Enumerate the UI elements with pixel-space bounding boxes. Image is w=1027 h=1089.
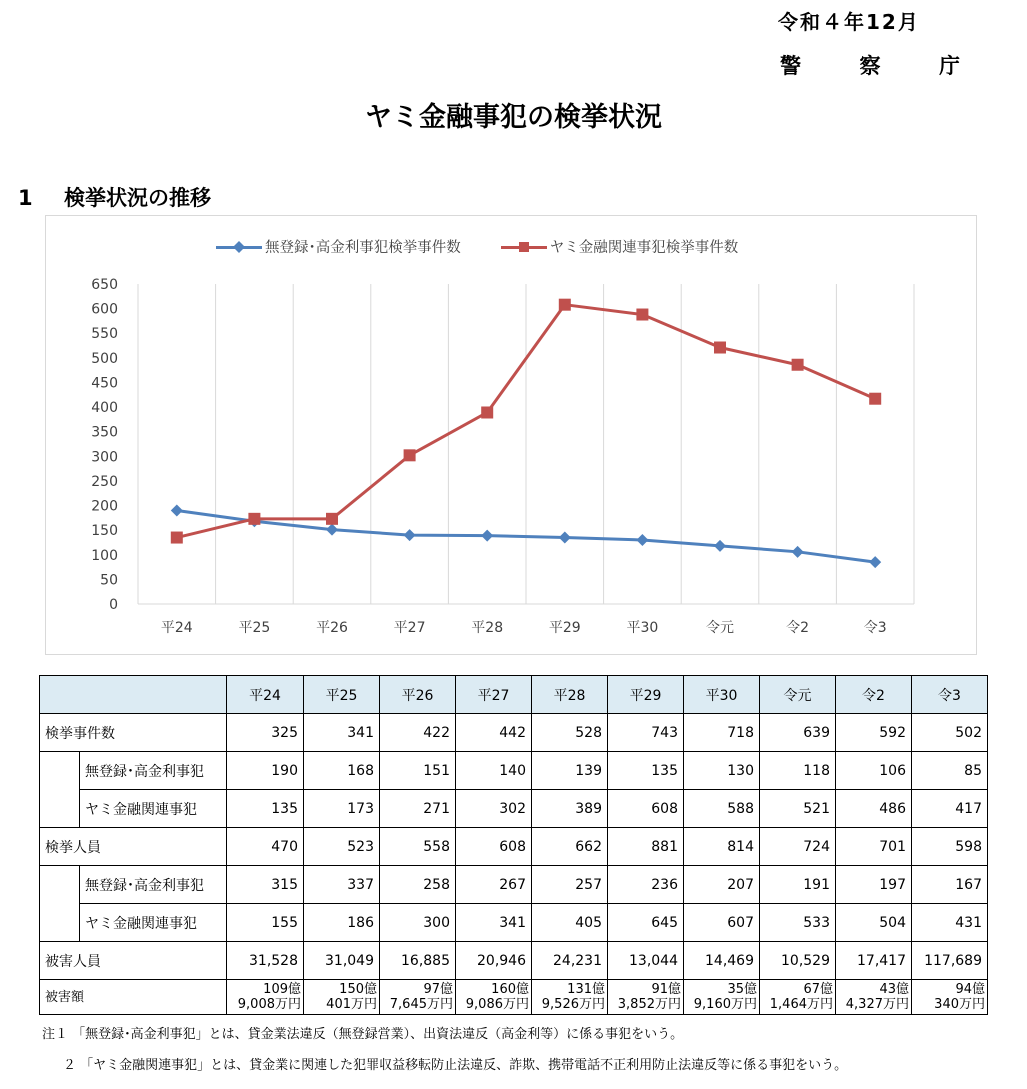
column-header: 令元 bbox=[760, 676, 836, 714]
table-header-row bbox=[40, 676, 988, 714]
table-cell: 486 bbox=[836, 790, 912, 828]
table-cell: 191 bbox=[760, 866, 836, 904]
table-cell: 139 bbox=[532, 752, 608, 790]
table-cell: 13,044 bbox=[608, 942, 684, 980]
row-label: 無登録･高金利事犯 bbox=[80, 752, 227, 790]
table-cell: 558 bbox=[380, 828, 456, 866]
table-cell: 341 bbox=[304, 714, 380, 752]
table-cell: 173 bbox=[304, 790, 380, 828]
data-point bbox=[326, 513, 338, 525]
table-cell: 592 bbox=[836, 714, 912, 752]
damage-man: 340万円 bbox=[934, 997, 985, 1012]
footnote: ２ 「ヤミ金融関連事犯」とは、貸金業に関連した犯罪収益移転防止法違反、詐欺、携帯電話不正利用防止法違反等に係る事犯をいう。 bbox=[63, 1058, 848, 1073]
data-point bbox=[481, 530, 493, 542]
damage-oku: 43億 bbox=[879, 982, 909, 997]
table-cell: 267 bbox=[456, 866, 532, 904]
damage-man: 7,645万円 bbox=[389, 997, 453, 1012]
line-chart bbox=[45, 215, 977, 655]
table-cell: 10,529 bbox=[760, 942, 836, 980]
table-cell bbox=[456, 980, 532, 1015]
table-cell: 718 bbox=[684, 714, 760, 752]
damage-man: 9,160万円 bbox=[693, 997, 757, 1012]
issuing-agency bbox=[780, 50, 960, 80]
table-cell bbox=[836, 980, 912, 1015]
damage-man: 9,086万円 bbox=[465, 997, 529, 1012]
table-cell: 341 bbox=[456, 904, 532, 942]
table-row bbox=[40, 942, 988, 980]
damage-man: 1,464万円 bbox=[769, 997, 833, 1012]
x-tick-label: 平27 bbox=[393, 620, 426, 636]
legend-label: 無登録･高金利事犯検挙事件数 bbox=[265, 240, 461, 256]
table-row bbox=[40, 714, 988, 752]
table-cell bbox=[380, 980, 456, 1015]
data-point bbox=[636, 534, 648, 546]
y-tick-label: 300 bbox=[91, 449, 118, 466]
data-point bbox=[326, 524, 338, 536]
data-point bbox=[404, 449, 416, 461]
table-cell: 607 bbox=[684, 904, 760, 942]
section-label: 検挙状況の推移 bbox=[64, 186, 211, 210]
page-title: ヤミ金融事犯の検挙状況 bbox=[365, 102, 662, 133]
table-cell: 167 bbox=[912, 866, 988, 904]
data-point bbox=[636, 309, 648, 321]
y-tick-label: 550 bbox=[91, 326, 118, 343]
y-tick-label: 150 bbox=[91, 523, 118, 540]
footnotes bbox=[42, 1027, 847, 1089]
table-cell: 302 bbox=[456, 790, 532, 828]
table-cell bbox=[608, 980, 684, 1015]
y-tick-label: 650 bbox=[91, 277, 118, 293]
y-tick-label: 50 bbox=[100, 572, 118, 589]
damage-oku: 35億 bbox=[727, 982, 757, 997]
table-cell: 14,469 bbox=[684, 942, 760, 980]
table-row bbox=[40, 790, 988, 828]
data-point bbox=[792, 359, 804, 371]
table-cell: 155 bbox=[227, 904, 304, 942]
table-cell: 258 bbox=[380, 866, 456, 904]
table-cell: 814 bbox=[684, 828, 760, 866]
column-header: 平30 bbox=[684, 676, 760, 714]
legend-label: ヤミ金融関連事犯検挙事件数 bbox=[549, 240, 739, 256]
damage-oku: 91億 bbox=[651, 982, 681, 997]
data-point bbox=[714, 342, 726, 354]
table-cell bbox=[684, 980, 760, 1015]
table-cell: 608 bbox=[608, 790, 684, 828]
column-header: 令2 bbox=[836, 676, 912, 714]
statistics-table bbox=[39, 675, 988, 1015]
row-label: 被害額 bbox=[40, 980, 227, 1015]
data-point bbox=[869, 556, 881, 568]
table-cell: 300 bbox=[380, 904, 456, 942]
table-cell bbox=[760, 980, 836, 1015]
data-point bbox=[792, 546, 804, 558]
table-cell: 236 bbox=[608, 866, 684, 904]
table-cell: 521 bbox=[760, 790, 836, 828]
table-cell: 588 bbox=[684, 790, 760, 828]
data-point bbox=[869, 393, 881, 405]
damage-man: 3,852万円 bbox=[617, 997, 681, 1012]
x-tick-label: 平26 bbox=[316, 620, 348, 636]
column-header: 平29 bbox=[608, 676, 684, 714]
damage-man: 9,526万円 bbox=[541, 997, 605, 1012]
table-cell: 528 bbox=[532, 714, 608, 752]
table-cell: 190 bbox=[227, 752, 304, 790]
table-row bbox=[40, 866, 988, 904]
table-cell: 151 bbox=[380, 752, 456, 790]
table-cell: 186 bbox=[304, 904, 380, 942]
column-header: 平24 bbox=[227, 676, 304, 714]
table-cell: 16,885 bbox=[380, 942, 456, 980]
table-cell: 257 bbox=[532, 866, 608, 904]
damage-man: 401万円 bbox=[326, 997, 377, 1012]
footnote: 注１ 「無登録･高金利事犯」とは、貸金業法違反（無登録営業）、出資法違反（高金利等）に係る事犯をいう。 bbox=[42, 1027, 684, 1042]
table-cell: 502 bbox=[912, 714, 988, 752]
table-cell: 85 bbox=[912, 752, 988, 790]
table-cell: 106 bbox=[836, 752, 912, 790]
y-tick-label: 200 bbox=[91, 498, 118, 515]
agency-char: 察 bbox=[859, 54, 881, 78]
table-cell: 197 bbox=[836, 866, 912, 904]
table-cell: 608 bbox=[456, 828, 532, 866]
table-cell bbox=[304, 980, 380, 1015]
damage-oku: 94億 bbox=[955, 982, 985, 997]
table-cell: 140 bbox=[456, 752, 532, 790]
table-row bbox=[40, 828, 988, 866]
table-cell: 337 bbox=[304, 866, 380, 904]
table-corner-cell bbox=[40, 676, 227, 714]
x-tick-label: 令元 bbox=[706, 620, 734, 636]
table-cell: 662 bbox=[532, 828, 608, 866]
table-cell: 135 bbox=[608, 752, 684, 790]
indent-cell bbox=[40, 790, 80, 828]
row-label: ヤミ金融関連事犯 bbox=[80, 790, 227, 828]
table-cell: 168 bbox=[304, 752, 380, 790]
column-header: 平26 bbox=[380, 676, 456, 714]
table-cell: 724 bbox=[760, 828, 836, 866]
indent-cell bbox=[40, 866, 80, 904]
y-tick-label: 450 bbox=[91, 375, 118, 392]
agency-char: 警 bbox=[780, 54, 801, 78]
damage-man: 4,327万円 bbox=[845, 997, 909, 1012]
x-tick-label: 平28 bbox=[471, 620, 504, 636]
data-point bbox=[171, 532, 183, 544]
chart-plot bbox=[46, 216, 976, 654]
table-cell: 31,049 bbox=[304, 942, 380, 980]
row-label: ヤミ金融関連事犯 bbox=[80, 904, 227, 942]
column-header: 平25 bbox=[304, 676, 380, 714]
damage-oku: 150億 bbox=[339, 982, 377, 997]
data-point bbox=[481, 406, 493, 418]
row-label: 検挙事件数 bbox=[40, 714, 227, 752]
table-cell: 315 bbox=[227, 866, 304, 904]
table-cell bbox=[532, 980, 608, 1015]
row-label: 検挙人員 bbox=[40, 828, 227, 866]
x-tick-label: 平25 bbox=[238, 620, 271, 636]
table-cell: 598 bbox=[912, 828, 988, 866]
damage-oku: 160億 bbox=[491, 982, 529, 997]
damage-man: 9,008万円 bbox=[237, 997, 301, 1012]
data-point bbox=[404, 529, 416, 541]
table-cell: 17,417 bbox=[836, 942, 912, 980]
table-cell: 645 bbox=[608, 904, 684, 942]
column-header: 平28 bbox=[532, 676, 608, 714]
table-cell: 207 bbox=[684, 866, 760, 904]
section-number: 1 bbox=[18, 186, 33, 210]
table-cell: 389 bbox=[532, 790, 608, 828]
damage-oku: 109億 bbox=[263, 982, 301, 997]
table-row bbox=[40, 980, 988, 1015]
x-tick-label: 令3 bbox=[863, 620, 887, 636]
table-row bbox=[40, 752, 988, 790]
table-row bbox=[40, 904, 988, 942]
table-cell: 271 bbox=[380, 790, 456, 828]
y-tick-label: 400 bbox=[91, 400, 118, 417]
table-cell: 533 bbox=[760, 904, 836, 942]
damage-oku: 97億 bbox=[423, 982, 453, 997]
data-point bbox=[248, 513, 260, 525]
column-header: 平27 bbox=[456, 676, 532, 714]
table-cell: 442 bbox=[456, 714, 532, 752]
x-tick-label: 平30 bbox=[626, 620, 659, 636]
table-cell: 422 bbox=[380, 714, 456, 752]
table-cell: 118 bbox=[760, 752, 836, 790]
data-point bbox=[559, 299, 571, 311]
damage-oku: 131億 bbox=[567, 982, 605, 997]
table-cell: 325 bbox=[227, 714, 304, 752]
y-tick-label: 600 bbox=[91, 301, 118, 318]
data-point bbox=[171, 504, 183, 516]
table-cell: 117,689 bbox=[912, 942, 988, 980]
y-tick-label: 250 bbox=[91, 473, 118, 490]
table-cell: 135 bbox=[227, 790, 304, 828]
y-tick-label: 500 bbox=[91, 350, 118, 367]
table-cell: 639 bbox=[760, 714, 836, 752]
x-tick-label: 平24 bbox=[160, 620, 193, 636]
table-cell bbox=[227, 980, 304, 1015]
data-point bbox=[714, 540, 726, 552]
indent-cell bbox=[40, 904, 80, 942]
table-cell: 881 bbox=[608, 828, 684, 866]
table-cell: 504 bbox=[836, 904, 912, 942]
table-cell: 523 bbox=[304, 828, 380, 866]
column-header: 令3 bbox=[912, 676, 988, 714]
y-tick-label: 350 bbox=[91, 424, 118, 441]
indent-cell bbox=[40, 752, 80, 790]
data-point bbox=[559, 532, 571, 544]
table-cell: 24,231 bbox=[532, 942, 608, 980]
table-cell: 470 bbox=[227, 828, 304, 866]
table-cell bbox=[912, 980, 988, 1015]
table-cell: 20,946 bbox=[456, 942, 532, 980]
table-cell: 31,528 bbox=[227, 942, 304, 980]
report-date: 令和４年12月 bbox=[778, 10, 920, 34]
table-cell: 130 bbox=[684, 752, 760, 790]
x-tick-label: 平29 bbox=[548, 620, 581, 636]
row-label: 無登録･高金利事犯 bbox=[80, 866, 227, 904]
agency-char: 庁 bbox=[939, 54, 960, 78]
damage-oku: 67億 bbox=[803, 982, 833, 997]
table-cell: 431 bbox=[912, 904, 988, 942]
y-tick-label: 100 bbox=[91, 547, 118, 564]
table-cell: 701 bbox=[836, 828, 912, 866]
table-cell: 405 bbox=[532, 904, 608, 942]
table-cell: 743 bbox=[608, 714, 684, 752]
row-label: 被害人員 bbox=[40, 942, 227, 980]
table-cell: 417 bbox=[912, 790, 988, 828]
x-tick-label: 令2 bbox=[786, 620, 810, 636]
y-tick-label: 0 bbox=[109, 597, 118, 613]
section-heading bbox=[18, 182, 211, 212]
